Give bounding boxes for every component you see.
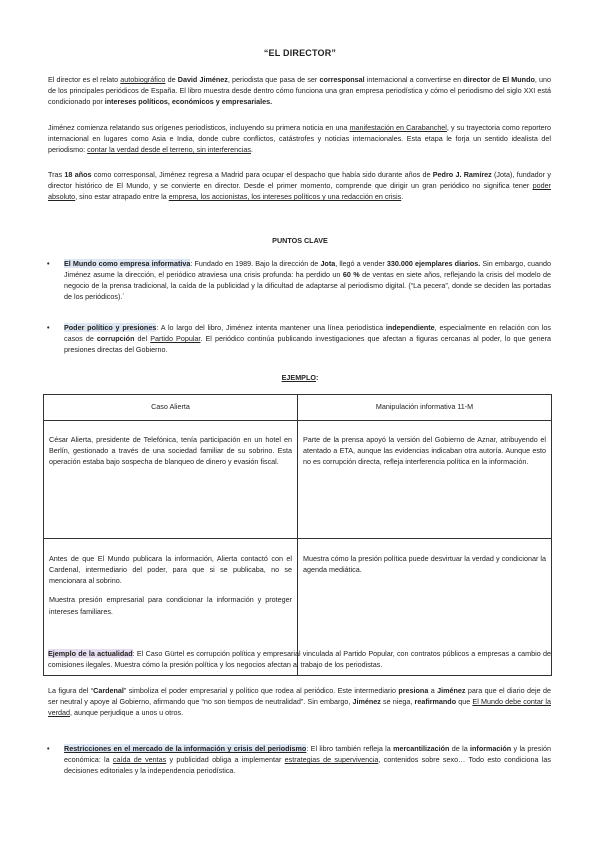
table-cell: Antes de que El Mundo publicara la información, Alierta contactó con el Cardenal, intermediario del poder, para que si se publicaba, no se mencionara al sobrino. Muestra presión empresarial para condicionar la información y proteger intereses familiares. <box>44 539 298 676</box>
intro-paragraph-1: El director es el relato autobiográfico de David Jiménez, periodista que pasa de ser corresponsal internacional a convertirse en director de El Mundo, uno de los principales periódicos de España. El libro muestra desde dentro cómo funciona una gran empresa periodística y cómo el periodismo del siglo XXI está condicionado por intereses políticos, económicos y empresariales. <box>48 75 551 107</box>
ejemplo-heading: EJEMPLO: <box>281 373 319 382</box>
bullet-dot-icon: • <box>47 744 50 753</box>
puntos-clave-heading: PUNTOS CLAVE <box>272 236 328 245</box>
bullet-dot-icon: • <box>47 259 50 268</box>
document-title: “EL DIRECTOR” <box>263 48 337 58</box>
table-cell: Parte de la prensa apoyó la versión del Gobierno de Aznar, atribuyendo el atentado a ETA, aunque las evidencias indicaban otra autoría. Aunque esto no es corrupción directa, refleja interferencia política en la información. <box>298 421 552 539</box>
table-header-caso-alierta: Caso Alierta <box>44 395 298 421</box>
table-row <box>44 395 552 421</box>
table-header-manipulacion-11m: Manipulación informativa 11-M <box>298 395 552 421</box>
intro-paragraph-3: Tras 18 años como corresponsal, Jiménez regresa a Madrid para ocupar el despacho que había sido durante años de Pedro J. Ramírez (Jota), fundador y director histórico de El Mundo, y se convierte en director. Desde el primer momento, comprende que dirigir un gran periódico no significa tener poder absoluto, sino estar atrapado entre la empresa, los accionistas, los intereses políticos y una redacción en crisis. <box>48 170 551 202</box>
bullet-dot-icon: • <box>47 323 50 332</box>
ejemplo-table <box>43 394 552 676</box>
bullet-poder-politico: • Poder político y presiones: A lo largo del libro, Jiménez intenta mantener una línea periodística independiente, especialmente en relación con los casos de corrupción del Partido Popular. El periódico continúa publicando investigaciones que afectan a figuras cercanas al poder, lo que genera presiones directas del Gobierno. <box>47 323 552 355</box>
bullet-restricciones-mercado: • Restricciones en el mercado de la información y crisis del periodismo: El libro también refleja la mercantilización de la información y la presión económica: la caída de ventas y publicidad obliga a implementar estrategias de supervivencia, contenidos sobre sexo… Todo esto condiciona las decisiones editoriales y la independencia periodística. <box>47 744 552 776</box>
actualidad-paragraph: Ejemplo de la actualidad: El Caso Gürtel es corrupción política y empresarial vinculada al Partido Popular, con contratos públicos a empresas a cambio de comisiones ilegales. Muestra cómo la presión política y los negocios afectan al trabajo de los periodistas. <box>48 649 551 670</box>
cardenal-paragraph: La figura del “Cardenal” simboliza el poder empresarial y político que rodea al periódico. Este intermediario presiona a Jiménez para que el diario deje de ser neutral y apoye al Gobierno, afirmando que “no son tiempos de neutralidad”. Sin embargo, Jiménez se niega, reafirmando que El Mundo debe contar la verdad, aunque perjudique a unos u otros. <box>48 686 552 718</box>
bullet-empresa-informativa: • El Mundo como empresa informativa: Fundado en 1989. Bajo la dirección de Jota, llegó a vender 330.000 ejemplares diarios. Sin embargo, cuando Jiménez asume la dirección, el periódico atraviesa una crisis profunda: ha perdido un 60 % de ventas en siete años, reflejando la crisis del modelo de negocio de la prensa tradicional, la caída de la publicidad y la dificultad de adaptarse al periodismo digital. (“La pecera”, donde se deciden las portadas de los periódicos).´ <box>47 259 551 302</box>
table-cell: César Alierta, presidente de Telefónica, tenía participación en un hotel en Berlín, gestionado a través de una sociedad familiar de su sobrino. Esta operación estaba bajo sospecha de blanqueo de dinero y evasión fiscal. <box>44 421 298 539</box>
table-row <box>44 421 552 539</box>
table-cell: Muestra cómo la presión política puede desvirtuar la verdad y condicionar la agenda mediática. <box>298 539 552 676</box>
intro-paragraph-2: Jiménez comienza relatando sus orígenes periodísticos, incluyendo su primera noticia en una manifestación en Carabanchel, y su trayectoria como reportero internacional en lugares como Asia e India, donde cubre conflictos, catástrofes y noticias internacionales. Esta etapa le forja un sentido idealista del periodismo: contar la verdad desde el terreno, sin interferencias. <box>48 123 551 155</box>
